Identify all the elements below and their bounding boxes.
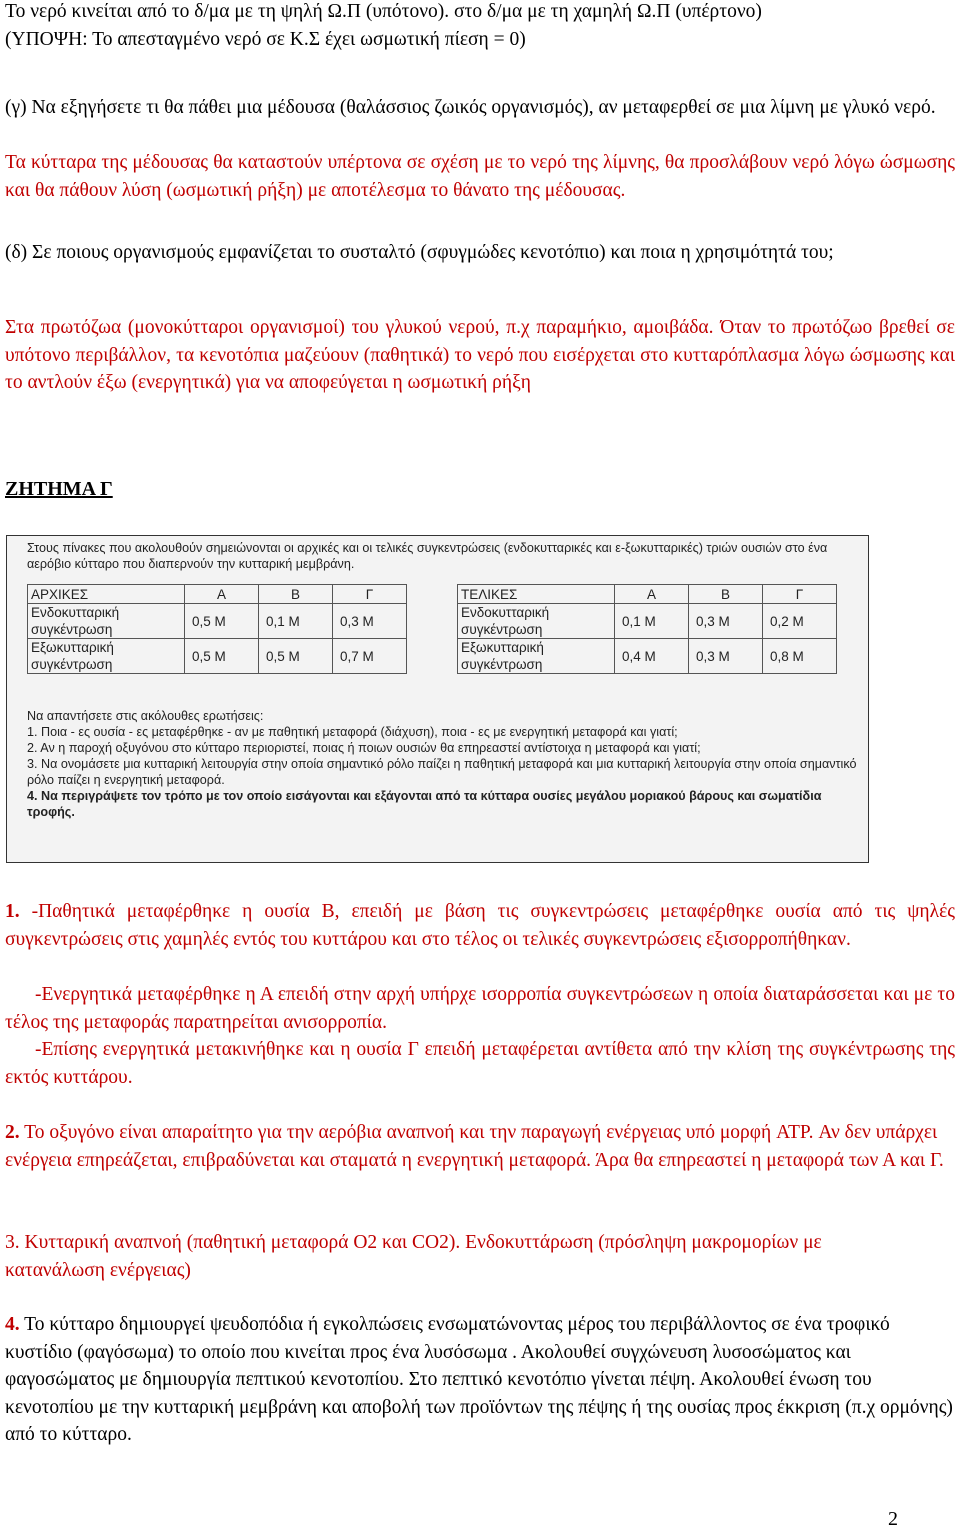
cell-value: 0,5 Μ bbox=[185, 639, 259, 674]
page-number: 2 bbox=[888, 1508, 898, 1530]
answer-3: 3. Κυτταρική αναπνοή (παθητική μεταφορά Ο2 και CO2). Ενδοκυττάρωση (πρόσληψη μακρομορίων με κατανάλωση ενέργειας) bbox=[5, 1232, 822, 1281]
answer-4 bbox=[5, 1311, 955, 1449]
answer-1-part-2: -Ενεργητικά μεταφέρθηκε η Α επειδή στην αρχή υπήρχε ισορροπία συγκεντρώσεων η οποία διαταράσσεται και με το τέλος της μεταφοράς παρατηρείται ανισορροπία. bbox=[5, 984, 955, 1033]
cell-value: 0,5 Μ bbox=[259, 639, 333, 674]
cell-value: 0,4 Μ bbox=[615, 639, 689, 674]
answer-d: Στα πρωτόζωα (μονοκύτταροι οργανισμοί) του γλυκού νερού, π.χ παραμήκιο, αμοιβάδα. Όταν το πρωτόζωο βρεθεί σε υπότονο περιβάλλον, τα κενοτόπια μαζεύουν (παθητικά) το νερό που εισέρχεται στο κυτταρόπλασμα λόγω ώσμωσης και το αντλούν έξω (ενεργητικά) για να αποφεύγεται η ωσμωτική ρήξη bbox=[5, 317, 955, 393]
col-header: Β bbox=[259, 585, 333, 604]
answer-1-text: -Παθητικά μεταφέρθηκε η ουσία Β, επειδή με βάση τις συγκεντρώσεις μεταφέρθηκε ουσία από τις ψηλές συγκεντρώσεις στις χαμηλές εντός του κυττάρου και στο τέλος οι τελικές συγκεντρώσεις εξισορροπήθηκαν. bbox=[5, 901, 955, 950]
table-row bbox=[28, 639, 407, 674]
table-title: ΑΡΧΙΚΕΣ bbox=[28, 585, 185, 604]
cell-value: 0,2 Μ bbox=[763, 604, 837, 639]
row-label: Ενδοκυτταρική συγκέντρωση bbox=[458, 604, 615, 639]
initial-concentrations-table bbox=[27, 584, 407, 674]
scan-question-3: 3. Να ονομάσετε μια κυτταρική λειτουργία στην οποία σημαντικό ρόλο παίζει η παθητική μεταφορά και μια κυτταρική λειτουργία στην οποία σημαντικό ρόλο παίζει η ενεργητική μεταφορά. bbox=[27, 757, 857, 787]
cell-value: 0,7 Μ bbox=[333, 639, 407, 674]
scan-question-1: 1. Ποια - ες ουσία - ες μεταφέρθηκε - αν με παθητική μεταφορά (διάχυση), ποια - ες με ενεργητική μεταφορά και γιατί; bbox=[27, 725, 678, 739]
questions-intro: Να απαντήσετε στις ακόλουθες ερωτήσεις: bbox=[27, 709, 264, 723]
row-label: Εξωκυτταρική συγκέντρωση bbox=[458, 639, 615, 674]
row-label: Εξωκυτταρική συγκέντρωση bbox=[28, 639, 185, 674]
table-row bbox=[458, 604, 837, 639]
answer-4-text: Το κύτταρο δημιουργεί ψευδοπόδια ή εγκολπώσεις ενσωματώνοντας μέρος του περιβάλλοντος σε ένα τροφικό κυστίδιο (φαγόσωμα) το οποίο που κινείται προς ένα λυσόσωμα . Ακολουθεί συγχώνευση λυσοσώματος και φαγοσώματος με δημιουργία πεπτικού κενοτοπίου. Στο πεπτικό κενοτόπιο γίνεται πέψη. Ακολουθεί ένωση του κενοτοπίου με την κυτταρική μεμβράνη και αποβολή των προϊόντων της πέψης ή της ουσίας προς έκκριση (π.χ ορμόνης) από το κύτταρο. bbox=[5, 1314, 953, 1445]
top-line-1: Το νερό κινείται από το δ/μα με τη ψηλή Ω.Π (υπότονο). στο δ/μα με τη χαμηλή Ω.Π (υπέρτονο) bbox=[5, 1, 762, 22]
cell-value: 0,3 Μ bbox=[689, 639, 763, 674]
scan-question-2: 2. Αν η παροχή οξυγόνου στο κύτταρο περιοριστεί, ποιας ή ποιων ουσιών θα επηρεαστεί αντίστοιχα η μεταφορά και γιατί; bbox=[27, 741, 701, 755]
answer-2-number: 2. bbox=[5, 1122, 20, 1143]
scan-intro: Στους πίνακες που ακολουθούν σημειώνονται οι αρχικές και οι τελικές συγκεντρώσεις (ενδοκυτταρικές και ε-ξωκυτταρικές) τριών ουσιών στο ένα αερόβιο κύτταρο που διαπερνούν την κυτταρική μεμβράνη. bbox=[27, 541, 828, 571]
question-d: (δ) Σε ποιους οργανισμούς εμφανίζεται το συσταλτό (σφυγμώδες κενοτόπιο) και ποια η χρησιμότητά του; bbox=[5, 242, 834, 263]
question-g: (γ) Να εξηγήσετε τι θα πάθει μια μέδουσα (θαλάσσιος ζωικός οργανισμός), αν μεταφερθεί σε μια λίμνη με γλυκό νερό. bbox=[5, 97, 936, 118]
table-row bbox=[458, 639, 837, 674]
cell-value: 0,3 Μ bbox=[689, 604, 763, 639]
scan-questions bbox=[27, 708, 867, 820]
exercise-scan-image bbox=[6, 535, 869, 863]
table-title: ΤΕΛΙΚΕΣ bbox=[458, 585, 615, 604]
answer-2-text: Το οξυγόνο είναι απαραίτητο για την αερόβια αναπνοή και την παραγωγή ενέργειας υπό μορφή ATP. Αν δεν υπάρχει ενέργεια επηρεάζεται, επιβραδύνεται και σταματά η ενεργητική μεταφορά. Άρα θα επηρεαστεί η μεταφορά των Α και Γ. bbox=[5, 1122, 944, 1171]
row-label: Ενδοκυτταρική συγκέντρωση bbox=[28, 604, 185, 639]
cell-value: 0,3 Μ bbox=[333, 604, 407, 639]
col-header: Α bbox=[185, 585, 259, 604]
section-heading: ΖΗΤΗΜΑ Γ bbox=[5, 478, 113, 500]
top-line-2: (ΥΠΟΨΗ: Το απεσταγμένο νερό σε Κ.Σ έχει ωσμωτική πίεση = 0) bbox=[5, 29, 526, 50]
cell-value: 0,5 Μ bbox=[185, 604, 259, 639]
col-header: Β bbox=[689, 585, 763, 604]
col-header: Γ bbox=[333, 585, 407, 604]
cell-value: 0,8 Μ bbox=[763, 639, 837, 674]
col-header: Γ bbox=[763, 585, 837, 604]
cell-value: 0,1 Μ bbox=[615, 604, 689, 639]
scan-question-4: 4. Να περιγράψετε τον τρόπο με τον οποίο εισάγονται και εξάγονται από τα κύτταρα ουσίες μεγάλου μοριακού βάρους και σωματίδια τροφής. bbox=[27, 789, 822, 819]
answer-4-number: 4. bbox=[5, 1314, 20, 1335]
final-concentrations-table bbox=[457, 584, 837, 674]
col-header: Α bbox=[615, 585, 689, 604]
answer-1-number: 1. bbox=[5, 901, 20, 922]
cell-value: 0,1 Μ bbox=[259, 604, 333, 639]
answer-1-part-3: -Επίσης ενεργητικά μετακινήθηκε και η ουσία Γ επειδή μεταφέρεται αντίθετα από την κλίση της συγκέντρωσης της εκτός κυττάρου. bbox=[5, 1039, 955, 1088]
answer-1-part-1 bbox=[5, 898, 955, 953]
answer-g: Τα κύτταρα της μέδουσας θα καταστούν υπέρτονα σε σχέση με το νερό της λίμνης, θα προσλάβουν νερό λόγω ώσμωσης και θα πάθουν λύση (ωσμωτική ρήξη) με αποτέλεσμα το θάνατο της μέδουσας. bbox=[5, 152, 955, 201]
table-row bbox=[28, 604, 407, 639]
answer-2 bbox=[5, 1119, 955, 1174]
